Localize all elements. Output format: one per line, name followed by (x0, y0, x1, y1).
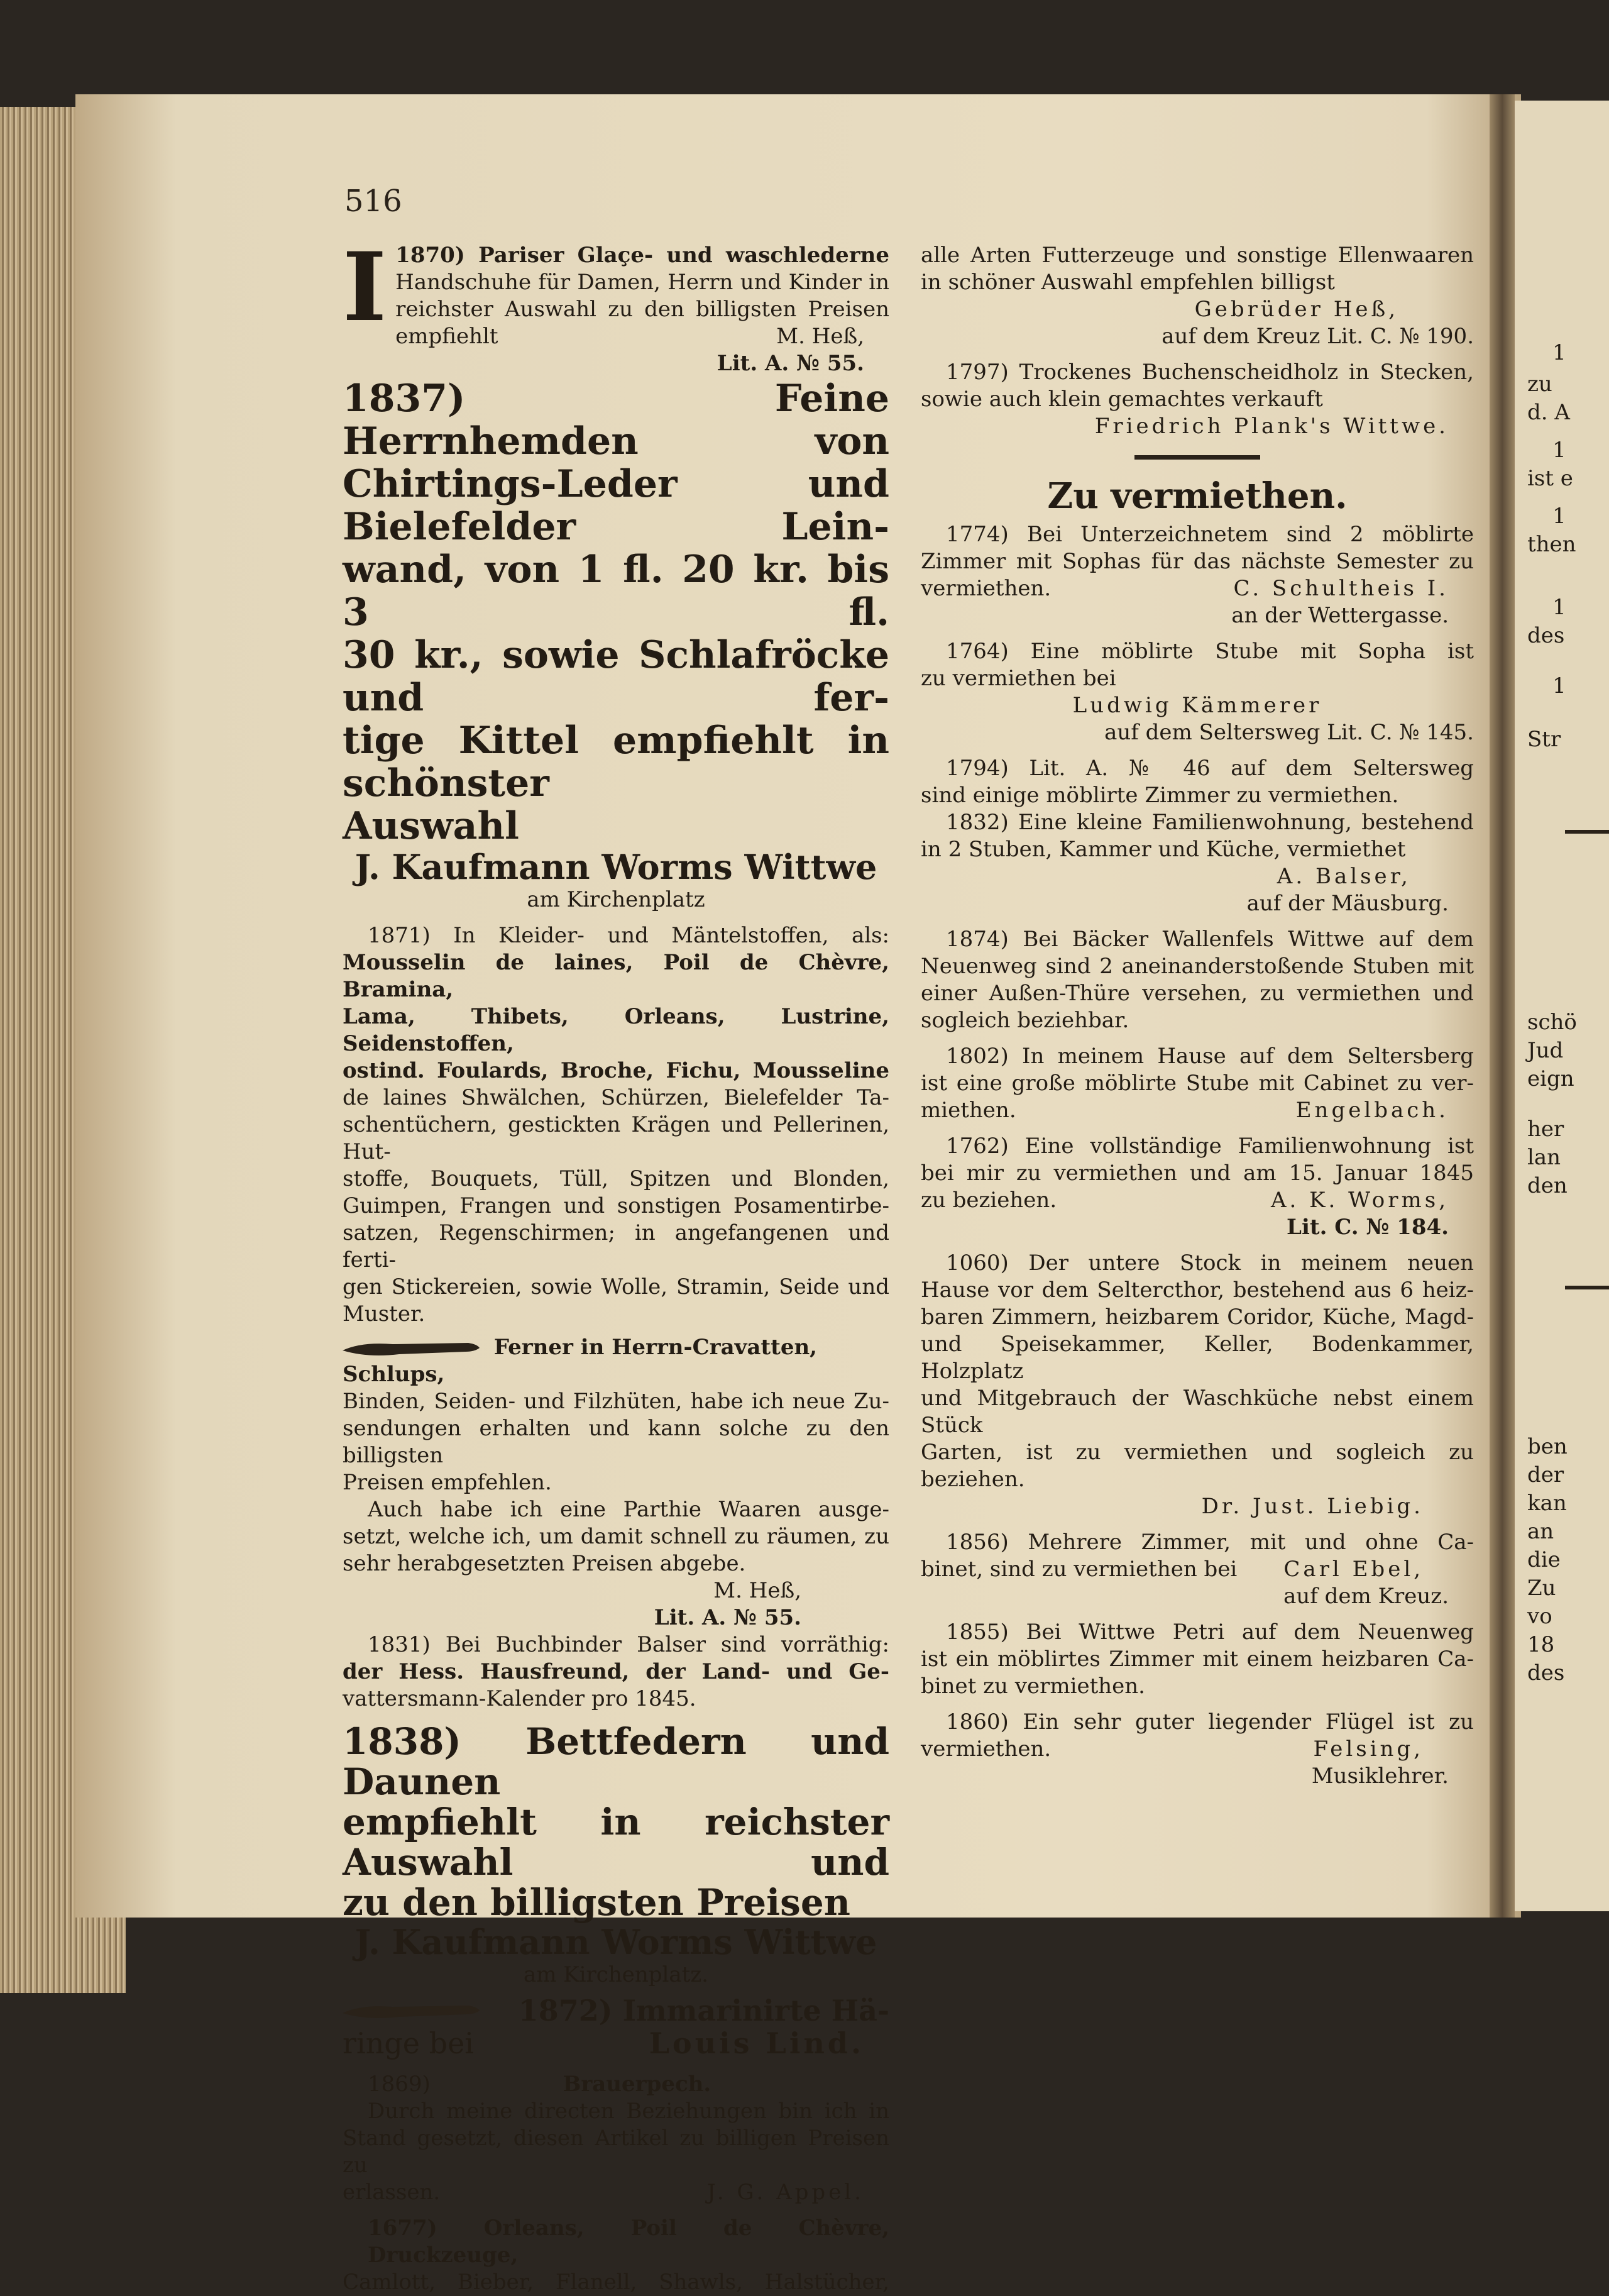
ad-line: 30 kr., sowie Schlafröcke und fer- (343, 633, 889, 720)
ad-line: Preisen empfehlen. (343, 1470, 552, 1495)
ad-line: alle Arten Futterzeuge und sonstige Ellenwaaren (921, 243, 1474, 268)
ad-line: Mousselin de laines, Poil de Chèvre, Bramina, (343, 950, 889, 1002)
fragment-text: 1 (1552, 504, 1566, 529)
fragment-text: 18 (1527, 1632, 1555, 1657)
ad-line: Garten, ist zu vermiethen und sogleich zu beziehen. (921, 1440, 1474, 1492)
ad-address: auf dem Kreuz Lit. C. № 190. (1161, 324, 1474, 349)
ad-text: Ferner in Herrn-Cravatten, Schlups, (343, 1335, 818, 1387)
ad-line: schentüchern, gestickten Krägen und Pellerinen, Hut- (343, 1112, 889, 1164)
fragment-text: schö (1527, 1010, 1577, 1035)
ad-line: 1774) Bei Unterzeichnetem sind 2 möblirte (946, 522, 1474, 547)
ad-line: sendungen erhalten und kann solche zu den billigsten (343, 1416, 889, 1468)
ad-line: in schöner Auswahl empfehlen billigst (921, 270, 1335, 295)
ad-line: bei mir zu vermiethen und am 15. Januar 1845 (921, 1161, 1474, 1186)
ad-1060 (921, 1250, 1474, 1520)
page-number: 516 (344, 184, 402, 219)
ad-text: binet, sind zu vermiethen bei (921, 1557, 1238, 1582)
ad-line: 1837) Feine Herrnhemden von (343, 377, 889, 463)
ad-line: und Mitgebrauch der Waschküche nebst einem Stück (921, 1386, 1474, 1438)
fragment-text: 1 (1552, 673, 1566, 698)
ad-line: Camlott, Bieber, Flanell, Shawls, Halstücher, (343, 2270, 889, 2295)
fragment-text: her (1527, 1117, 1564, 1142)
ad-line (395, 323, 889, 350)
ad-1774 (921, 521, 1474, 629)
next-page-fragment (1515, 101, 1609, 1911)
ad-text: empfiehlt (395, 324, 498, 349)
ad-signature: A. K. Worms, (1270, 1188, 1449, 1213)
ad-line (343, 1334, 889, 1388)
ad-address: Musiklehrer. (1311, 1763, 1449, 1789)
fragment-text: ist e (1527, 466, 1573, 491)
ad-signature: A. Balser, (1277, 864, 1411, 889)
ad-line: baren Zimmern, heizbarem Coridor, Küche, Magd- (921, 1305, 1474, 1330)
ad-1762 (921, 1133, 1474, 1241)
ad-signature: Friedrich Plank's Wittwe. (1094, 414, 1449, 439)
ad-1837 (343, 377, 889, 913)
fragment-rule (1565, 830, 1609, 834)
fragment-text: vo (1527, 1604, 1552, 1629)
ad-line: Hause vor dem Selterсthor, bestehend aus 6 heiz- (921, 1278, 1474, 1303)
ad-title: Brauerpech. (563, 2072, 711, 2097)
ad-text: 1872) Immarinirte Hä- (518, 1994, 889, 2028)
ad-text: vermiethen. (921, 1736, 1052, 1762)
ad-line: 1870) Pariser Glaçe- und waschlederne (395, 243, 889, 268)
ad-line: 1871) In Kleider- und Mäntelstoffen, als: (368, 923, 889, 948)
ad-signature: M. Heß, (713, 1578, 801, 1603)
fragment-text: des (1527, 1660, 1565, 1686)
ad-line: 1838) Bettfedern und Daunen (343, 1720, 889, 1803)
ad-signature: Ludwig Kämmerer (1072, 693, 1322, 718)
ad-line: der Hess. Hausfreund, der Land- und Ge- (343, 1659, 889, 1684)
ad-line: reichster Auswahl zu den billigsten Preisen (395, 297, 889, 322)
ad-line: 1764) Eine möblirte Stube mit Sopha ist (946, 639, 1474, 664)
ad-line: vattersmann-Kalender pro 1845. (343, 1686, 696, 1711)
ad-line: Chirtings-Leder und Bielefelder Lein- (343, 462, 889, 549)
fragment-text: der (1527, 1462, 1564, 1487)
ad-signature: Louis Lind. (649, 2026, 864, 2060)
ad-line (343, 2071, 889, 2098)
ad-line (921, 1736, 1474, 1763)
ad-signature: Dr. Just. Liebig. (1201, 1494, 1424, 1519)
left-column (343, 232, 889, 2296)
ad-line: empfiehlt in reichster Auswahl und (343, 1801, 889, 1884)
fragment-text: des (1527, 623, 1565, 648)
ad-1869 (343, 2071, 889, 2206)
ad-line (921, 575, 1474, 602)
ad-line: 1874) Bei Bäcker Wallenfels Wittwe auf dem (946, 927, 1474, 952)
ad-signature: Engelbach. (1295, 1098, 1449, 1123)
ad-line: einer Außen-Thüre versehen, zu vermiethen und (921, 981, 1474, 1006)
ad-line: zu den billigsten Preisen (343, 1881, 850, 1924)
ad-1794 (921, 755, 1474, 809)
ad-line: und Speisekammer, Keller, Bodenkammer, Holzplatz (921, 1332, 1474, 1384)
ad-signature: Felsing, (1313, 1736, 1424, 1762)
ad-line: 1677) Orleans, Poil de Chèvre, Druckzeuge, (368, 2216, 889, 2268)
decorative-initial: I (343, 232, 387, 343)
ad-signature: J. Kaufmann Worms Wittwe (354, 1922, 877, 1962)
fragment-text: then (1527, 532, 1576, 557)
ad-text: miethen. (921, 1098, 1016, 1123)
ad-place: am Kirchenplatz (527, 887, 705, 912)
ad-line: stoffe, Bouquets, Tüll, Spitzen und Blonden, (343, 1166, 889, 1191)
ad-signature: C. Schultheis I. (1233, 576, 1449, 601)
ad-1838 (343, 1721, 889, 1989)
ad-1872 (343, 1994, 889, 2062)
book-gutter (1490, 94, 1515, 1918)
fragment-text: die (1527, 1547, 1561, 1572)
right-column (921, 242, 1474, 1790)
ad-line: Neuenweg sind 2 aneinanderstoßende Stuben mit (921, 954, 1474, 979)
ad-line (343, 2024, 889, 2062)
ad-address: an der Wettergasse. (1231, 603, 1449, 628)
fragment-text: an (1527, 1519, 1554, 1544)
ad-1860 (921, 1709, 1474, 1790)
ad-line: in 2 Stuben, Kammer und Küche, vermiethet (921, 837, 1406, 862)
ad-address: auf der Mäusburg. (1246, 891, 1449, 916)
ad-line (921, 1187, 1474, 1214)
fragment-text: eign (1527, 1066, 1574, 1091)
ad-number: 1869) (368, 2072, 431, 2097)
ad-line: sogleich beziehbar. (921, 1008, 1129, 1033)
ad-line: sowie auch klein gemachtes verkauft (921, 387, 1323, 412)
ad-1855 (921, 1619, 1474, 1700)
ad-address: Lit. A. № 55. (654, 1605, 801, 1630)
ad-signature: M. Heß, (776, 324, 864, 349)
ad-line: 1802) In meinem Hause auf dem Seltersberg (946, 1044, 1474, 1069)
ad-address: auf dem Seltersweg Lit. C. № 145. (1104, 720, 1474, 745)
ad-line: Auswahl (343, 804, 519, 848)
ad-address: auf dem Kreuz. (1283, 1584, 1449, 1609)
section-title: Zu vermiethen. (1047, 475, 1348, 517)
ad-line: 1831) Bei Buchbinder Balser sind vorräthig: (368, 1632, 889, 1657)
fragment-text: lan (1527, 1145, 1561, 1170)
ad-line: Stand gesetzt, diesen Artikel zu billigen Preisen zu (343, 2126, 889, 2178)
ad-line: 1060) Der untere Stock in meinem neuen (946, 1250, 1474, 1276)
ad-line: satzen, Regenschirmen; in angefangenen und ferti- (343, 1220, 889, 1272)
ad-text: ringe bei (343, 2026, 474, 2060)
ad-signature: J. Kaufmann Worms Wittwe (354, 847, 877, 887)
ad-line: Binden, Seiden- und Filzhüten, habe ich neue Zu- (343, 1389, 889, 1414)
ad-1677 (343, 2215, 889, 2296)
ad-line: Handschuhe für Damen, Herrn und Kinder in (395, 270, 889, 295)
ad-1832 (921, 809, 1474, 917)
ad-1802 (921, 1043, 1474, 1124)
ad-text: zu beziehen. (921, 1188, 1057, 1213)
ad-1831 (343, 1631, 889, 1713)
ad-line: 1794) Lit. A. № 46 auf dem Seltersweg (946, 756, 1474, 781)
ad-line: 1860) Ein sehr guter liegender Flügel ist zu (946, 1709, 1474, 1735)
ad-line: gen Stickereien, sowie Wolle, Stramin, Seide und (343, 1274, 889, 1300)
ad-1856 (921, 1529, 1474, 1610)
fragment-text: zu (1527, 372, 1552, 397)
ad-line: setzt, welche ich, um damit schnell zu räumen, zu (343, 1524, 889, 1549)
ad-line: Lama, Thibets, Orleans, Lustrine, Seidenstoffen, (343, 1004, 889, 1056)
ad-line (343, 2179, 889, 2206)
fragment-text: 1 (1552, 595, 1566, 620)
ad-1797 (921, 359, 1474, 440)
fragment-text: Jud (1527, 1038, 1564, 1063)
ad-line: binet zu vermiethen. (921, 1674, 1145, 1699)
ad-line: 1762) Eine vollständige Familienwohnung ist (946, 1134, 1474, 1159)
fragment-text: 1 (1552, 438, 1566, 463)
ad-address: Lit. C. № 184. (1287, 1215, 1449, 1240)
ad-place: am Kirchenplatz. (523, 1962, 709, 1987)
ad-1764 (921, 638, 1474, 746)
ad-line: 1832) Eine kleine Familienwohnung, bestehend (946, 810, 1474, 835)
ad-line (921, 1097, 1474, 1124)
ad-line: Guimpen, Frangen und sonstigen Posamentirbe- (343, 1193, 889, 1218)
pointing-hand-icon (343, 1338, 481, 1359)
ad-line: 1797) Trockenes Buchenscheidholz in Stecken, (946, 360, 1474, 385)
ad-line: ostind. Foulards, Broche, Fichu, Mousseline (343, 1058, 889, 1083)
ad-text: erlassen. (343, 2180, 441, 2205)
ad-line: ist eine große möblirte Stube mit Cabinet zu ver- (921, 1071, 1474, 1096)
pointing-hand-icon (343, 2001, 481, 2022)
ad-line: sind einige möblirte Zimmer zu vermiethen. (921, 783, 1399, 808)
ad-line: de laines Shwälchen, Schürzen, Bielefelder Ta- (343, 1085, 889, 1110)
ad-1871 (343, 922, 889, 1631)
fragment-rule (1565, 1286, 1609, 1289)
ad-line: Muster. (343, 1301, 426, 1327)
fragment-text: ben (1527, 1434, 1568, 1459)
ad-signature: J. G. Appel. (706, 2180, 864, 2205)
fragment-text: d. A (1527, 400, 1570, 425)
ad-line: 1856) Mehrere Zimmer, mit und ohne Ca- (946, 1530, 1474, 1555)
ad-line: Durch meine directen Beziehungen bin ich in (368, 2099, 889, 2124)
ad-signature: Carl Ebel, (1283, 1557, 1424, 1582)
ad-line (343, 1994, 889, 2028)
ad-line: zu vermiethen bei (921, 666, 1116, 691)
ad-address: Lit. A. № 55. (717, 351, 864, 376)
ad-line: Zimmer mit Sophas für das nächste Semester zu (921, 549, 1474, 574)
fragment-text: Zu (1527, 1576, 1556, 1601)
fragment-text: den (1527, 1173, 1568, 1198)
ad-line: tige Kittel empfiehlt in schönster (343, 719, 889, 805)
ad-text: vermiethen. (921, 576, 1052, 601)
fragment-text: kan (1527, 1491, 1567, 1516)
fragment-text: 1 (1552, 340, 1566, 365)
ad-line: Auch habe ich eine Parthie Waaren ausge- (368, 1497, 889, 1522)
ad-line: sehr herabgesetzten Preisen abgebe. (343, 1551, 746, 1576)
ad-1874 (921, 926, 1474, 1034)
ad-line: ist ein möblirtes Zimmer mit einem heizbaren Ca- (921, 1647, 1474, 1672)
ad-continuation (921, 242, 1474, 350)
ad-line (921, 1556, 1474, 1583)
ad-line: wand, von 1 fl. 20 kr. bis 3 fl. (343, 548, 889, 634)
ad-line: 1855) Bei Wittwe Petri auf dem Neuenweg (946, 1620, 1474, 1645)
fragment-text: Str (1527, 727, 1561, 752)
section-divider (1134, 455, 1260, 460)
ad-signature: Gebrüder Heß, (1194, 297, 1398, 322)
ad-1870 (343, 232, 889, 377)
